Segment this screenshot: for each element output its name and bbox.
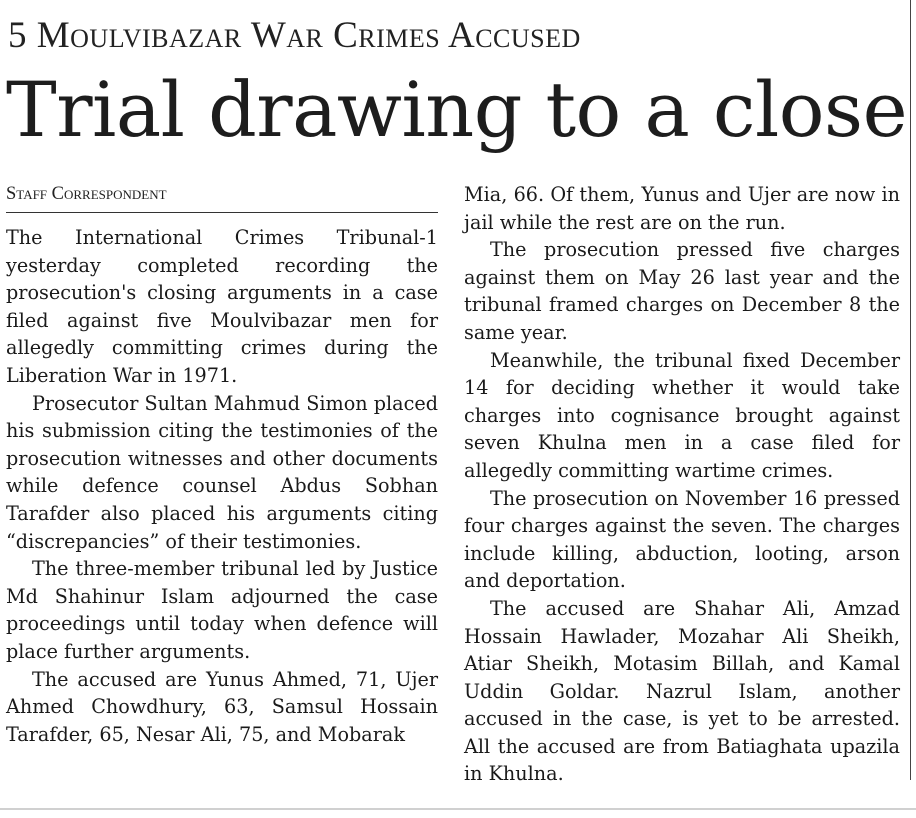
paragraph: The International Crimes Tribunal-1 yesterday completed recording the prosecution's closing arguments in a case filed against five Moulvibazar men for allegedly committing crimes during the Liberation War in 1971.	[6, 226, 438, 387]
bottom-rule	[0, 808, 916, 810]
article-kicker: 5 Moulvibazar War Crimes Accused	[8, 15, 581, 56]
paragraph: Meanwhile, the tribunal fixed December 14 for deciding whether it would take charges into cognisance brought against seven Khulna men in a case filed for allegedly committing wartime crimes.	[464, 348, 900, 482]
paragraph: Prosecutor Sultan Mahmud Simon placed his submission citing the testimonies of the prosecution witnesses and other documents while defence counsel Abdus Sobhan Tarafder also placed his arguments citing “discrepancies” of their testimonies.	[6, 391, 438, 553]
article-column-2	[464, 181, 900, 788]
paragraph: The prosecution pressed five charges against them on May 26 last year and the tribunal framed charges on December 8 the same year.	[464, 238, 900, 344]
paragraph: The accused are Shahar Ali, Amzad Hossain Hawlader, Mozahar Ali Sheikh, Atiar Sheikh, Motasim Billah, and Kamal Uddin Goldar. Nazrul Islam, another accused in the case, is yet to be arrested. All the accused are from Batiaghata upazila in Khulna.	[464, 596, 900, 786]
paragraph: The accused are Yunus Ahmed, 71, Ujer Ahmed Chowdhury, 63, Samsul Hossain Tarafder, 65, Nesar Ali, 75, and Mobarak	[6, 667, 438, 746]
paragraph: The prosecution on November 16 pressed four charges against the seven. The charges include killing, abduction, looting, arson and deportation.	[464, 486, 900, 593]
paragraph: The three-member tribunal led by Justice Md Shahinur Islam adjourned the case proceedings until today when defence will place further arguments.	[6, 557, 438, 663]
article-column-1	[6, 224, 438, 748]
byline-rule	[6, 212, 438, 213]
column-edge-rule	[910, 0, 911, 780]
article-headline: Trial drawing to a close	[6, 65, 908, 154]
paragraph: Mia, 66. Of them, Yunus and Ujer are now in jail while the rest are on the run.	[464, 183, 900, 234]
byline: Staff Correspondent	[6, 184, 167, 204]
